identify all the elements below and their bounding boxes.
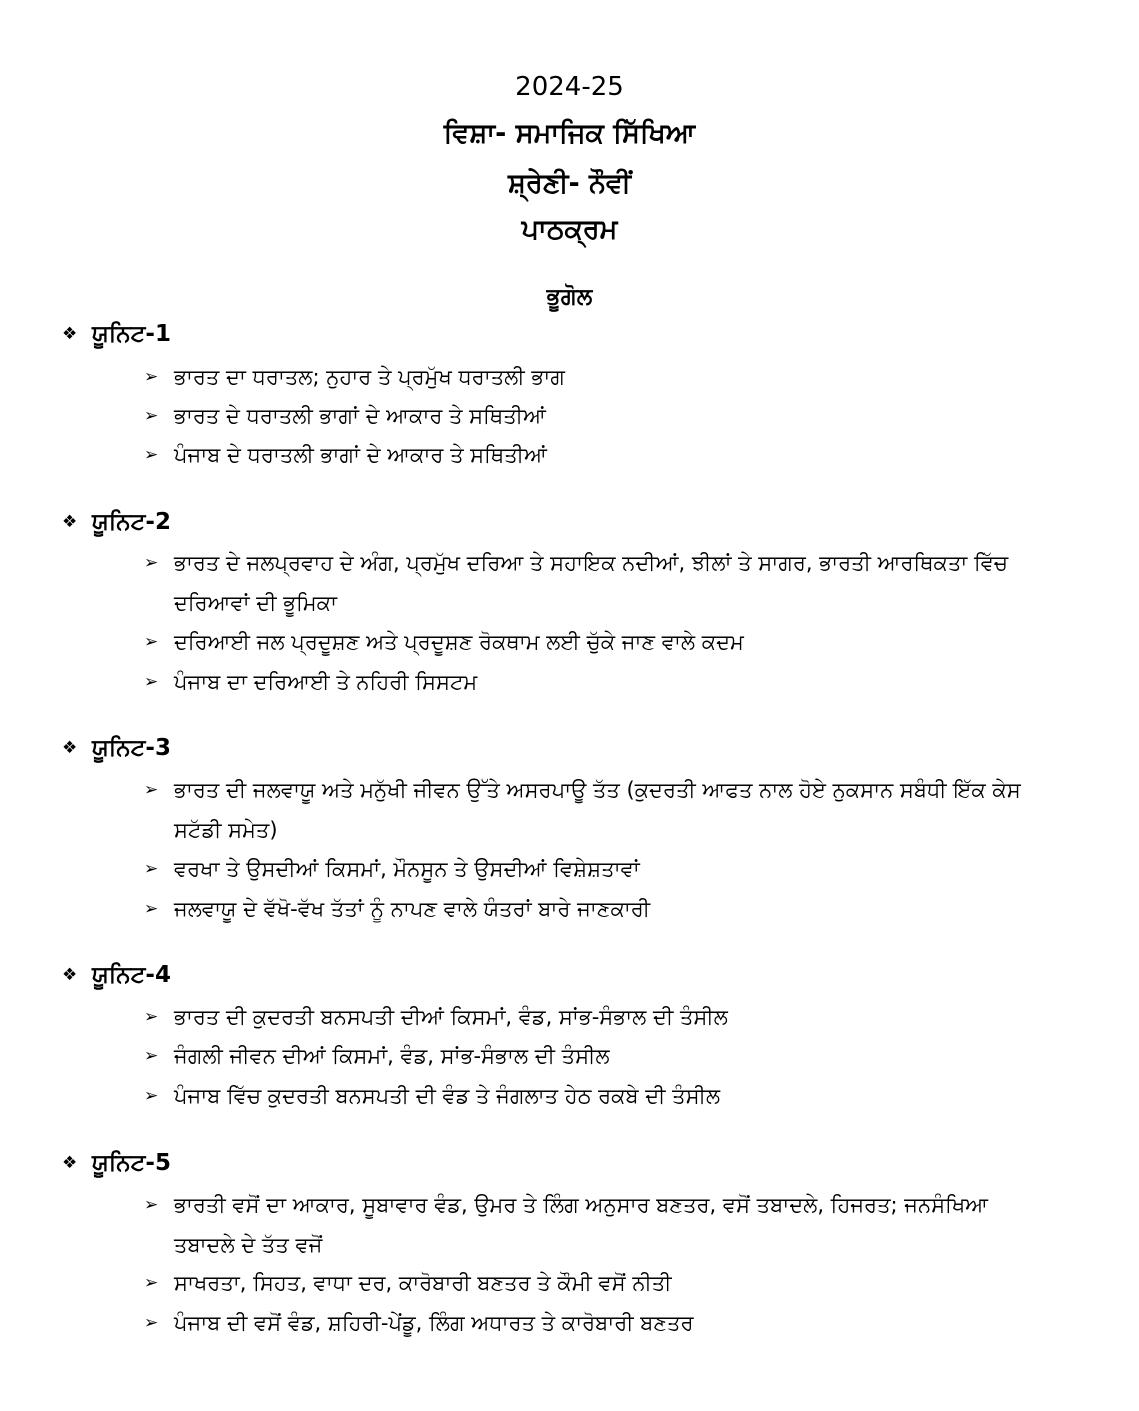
list-item xyxy=(144,1185,1044,1265)
unit-title: ਯੂਨਿਟ-3 xyxy=(92,735,171,761)
subject-title: ਵਿਸ਼ਾ- ਸਮਾਜਿਕ ਸਿੱਖਿਆ xyxy=(443,118,696,149)
list-item xyxy=(144,889,1044,929)
list-item xyxy=(144,357,1044,397)
arrow-bullet-icon: ➢ xyxy=(144,1086,159,1106)
unit-heading xyxy=(62,1150,171,1176)
arrow-bullet-icon: ➢ xyxy=(144,780,159,800)
list-item-text: ਭਾਰਤ ਦੇ ਧਰਾਤਲੀ ਭਾਗਾਂ ਦੇ ਆਕਾਰ ਤੇ ਸਥਿਤੀਆਂ xyxy=(174,404,546,428)
arrow-bullet-icon: ➢ xyxy=(144,1046,159,1066)
arrow-bullet-icon: ➢ xyxy=(144,1007,159,1027)
unit-heading xyxy=(62,962,171,988)
arrow-bullet-icon: ➢ xyxy=(144,899,159,919)
list-item-text: ਪੰਜਾਬ ਦੀ ਵਸੋਂ ਵੰਡ, ਸ਼ਹਿਰੀ-ਪੇਂਡੂ, ਲਿੰਗ ਅਧਾਰਤ ਤੇ ਕਾਰੋਬਾਰੀ ਬਣਤਰ xyxy=(174,1311,694,1335)
arrow-bullet-icon: ➢ xyxy=(144,859,159,879)
list-item xyxy=(144,1076,1044,1116)
unit-heading xyxy=(62,509,171,535)
list-item-text: ਭਾਰਤ ਦੀ ਕੁਦਰਤੀ ਬਨਸਪਤੀ ਦੀਆਂ ਕਿਸਮਾਂ, ਵੰਡ, ਸਾਂਭ-ਸੰਭਾਲ ਦੀ ਤੰਸੀਲ xyxy=(174,1005,728,1029)
academic-year: 2024-25 xyxy=(515,72,624,102)
diamond-bullet-icon: ❖ xyxy=(62,324,78,344)
list-item xyxy=(144,1036,1044,1076)
list-item-text: ਭਾਰਤ ਦੀ ਜਲਵਾਯੂ ਅਤੇ ਮਨੁੱਖੀ ਜੀਵਨ ਉੱਤੇ ਅਸਰਪਾਊ ਤੱਤ (ਕੁਦਰਤੀ ਆਫਤ ਨਾਲ ਹੋਏ ਨੁਕਸਾਨ ਸਬੰਧੀ ਇੱਕ ਕੇਸ ਸਟੱਡੀ ਸਮੇਤ) xyxy=(174,778,1021,842)
section-title: ਭੂਗੋਲ xyxy=(546,284,593,310)
diamond-bullet-icon: ❖ xyxy=(62,965,78,985)
unit-title: ਯੂਨਿਟ-2 xyxy=(92,509,171,535)
diamond-bullet-icon: ❖ xyxy=(62,512,78,532)
syllabus-title: ਪਾਠਕ੍ਰਮ xyxy=(521,214,618,245)
arrow-bullet-icon: ➢ xyxy=(144,367,159,387)
list-item xyxy=(144,662,1044,702)
class-title: ਸ਼੍ਰੇਣੀ- ਨੌਵੀਂ xyxy=(508,168,631,199)
list-item-text: ਵਰਖਾ ਤੇ ਉਸਦੀਆਂ ਕਿਸਮਾਂ, ਮੌਨਸੂਨ ਤੇ ਉਸਦੀਆਂ ਵਿਸ਼ੇਸ਼ਤਾਵਾਂ xyxy=(174,857,640,881)
diamond-bullet-icon: ❖ xyxy=(62,738,78,758)
list-item xyxy=(144,543,1044,623)
unit-title: ਯੂਨਿਟ-1 xyxy=(92,321,171,347)
unit-heading xyxy=(62,321,171,347)
list-item-text: ਪੰਜਾਬ ਦੇ ਧਰਾਤਲੀ ਭਾਗਾਂ ਦੇ ਆਕਾਰ ਤੇ ਸਥਿਤੀਆਂ xyxy=(174,443,547,467)
list-item xyxy=(144,1303,1044,1343)
list-item xyxy=(144,1263,1044,1303)
list-item xyxy=(144,435,1044,475)
list-item xyxy=(144,396,1044,436)
unit-title: ਯੂਨਿਟ-4 xyxy=(92,962,171,988)
list-item-text: ਭਾਰਤੀ ਵਸੋਂ ਦਾ ਆਕਾਰ, ਸੂਬਾਵਾਰ ਵੰਡ, ਉਮਰ ਤੇ ਲਿੰਗ ਅਨੁਸਾਰ ਬਣਤਰ, ਵਸੋਂ ਤਬਾਦਲੇ, ਹਿਜਰਤ; ਜਨਸੰਖਿਆ ਤਬਾਦਲੇ ਦੇ ਤੱਤ ਵਜੋਂ xyxy=(174,1193,989,1257)
unit-title: ਯੂਨਿਟ-5 xyxy=(92,1150,171,1176)
list-item xyxy=(144,770,1044,850)
arrow-bullet-icon: ➢ xyxy=(144,672,159,692)
list-item-text: ਪੰਜਾਬ ਵਿੱਚ ਕੁਦਰਤੀ ਬਨਸਪਤੀ ਦੀ ਵੰਡ ਤੇ ਜੰਗਲਾਤ ਹੇਠ ਰਕਬੇ ਦੀ ਤੰਸੀਲ xyxy=(174,1084,721,1108)
list-item-text: ਭਾਰਤ ਦੇ ਜਲਪ੍ਰਵਾਹ ਦੇ ਅੰਗ, ਪ੍ਰਮੁੱਖ ਦਰਿਆ ਤੇ ਸਹਾਇਕ ਨਦੀਆਂ, ਝੀਲਾਂ ਤੇ ਸਾਗਰ, ਭਾਰਤੀ ਆਰਥਿਕਤਾ ਵਿੱਚ ਦਰਿਆਵਾਂ ਦੀ ਭੂਮਿਕਾ xyxy=(174,551,1009,615)
list-item-text: ਪੰਜਾਬ ਦਾ ਦਰਿਆਈ ਤੇ ਨਹਿਰੀ ਸਿਸਟਮ xyxy=(174,670,478,694)
list-item-text: ਜਲਵਾਯੂ ਦੇ ਵੱਖੋ-ਵੱਖ ਤੱਤਾਂ ਨੂੰ ਨਾਪਣ ਵਾਲੇ ਯੰਤਰਾਂ ਬਾਰੇ ਜਾਣਕਾਰੀ xyxy=(174,897,651,921)
arrow-bullet-icon: ➢ xyxy=(144,445,159,465)
diamond-bullet-icon: ❖ xyxy=(62,1153,78,1173)
list-item-text: ਭਾਰਤ ਦਾ ਧਰਾਤਲ; ਨੁਹਾਰ ਤੇ ਪ੍ਰਮੁੱਖ ਧਰਾਤਲੀ ਭਾਗ xyxy=(174,365,565,389)
list-item xyxy=(144,997,1044,1037)
list-item-text: ਸਾਖਰਤਾ, ਸਿਹਤ, ਵਾਧਾ ਦਰ, ਕਾਰੋਬਾਰੀ ਬਣਤਰ ਤੇ ਕੌਮੀ ਵਸੋਂ ਨੀਤੀ xyxy=(174,1271,672,1295)
arrow-bullet-icon: ➢ xyxy=(144,406,159,426)
list-item-text: ਦਰਿਆਈ ਜਲ ਪ੍ਰਦੂਸ਼ਣ ਅਤੇ ਪ੍ਰਦੂਸ਼ਣ ਰੋਕਥਾਮ ਲਈ ਚੁੱਕੇ ਜਾਣ ਵਾਲੇ ਕਦਮ xyxy=(174,630,744,654)
arrow-bullet-icon: ➢ xyxy=(144,1273,159,1293)
arrow-bullet-icon: ➢ xyxy=(144,632,159,652)
arrow-bullet-icon: ➢ xyxy=(144,553,159,573)
arrow-bullet-icon: ➢ xyxy=(144,1313,159,1333)
unit-heading xyxy=(62,735,171,761)
list-item xyxy=(144,849,1044,889)
arrow-bullet-icon: ➢ xyxy=(144,1195,159,1215)
list-item xyxy=(144,622,1044,662)
list-item-text: ਜੰਗਲੀ ਜੀਵਨ ਦੀਆਂ ਕਿਸਮਾਂ, ਵੰਡ, ਸਾਂਭ-ਸੰਭਾਲ ਦੀ ਤੰਸੀਲ xyxy=(174,1044,610,1068)
